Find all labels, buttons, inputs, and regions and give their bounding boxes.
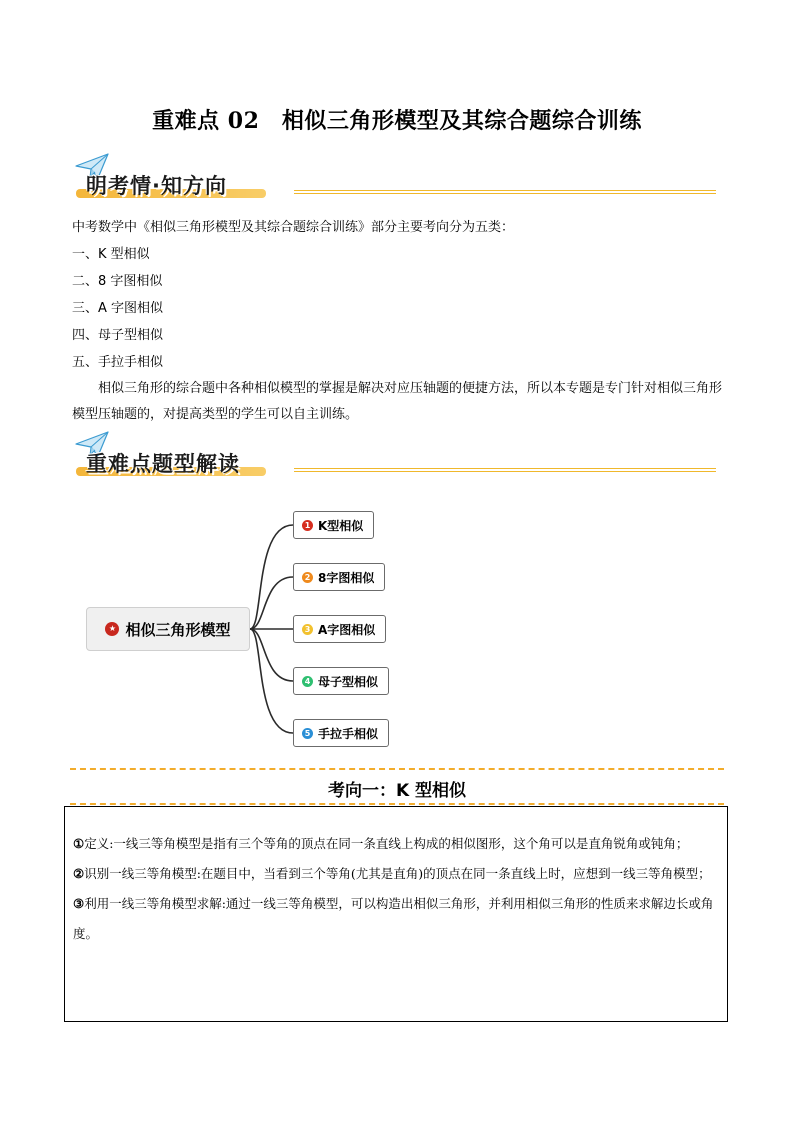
- mind-map-node-hand-in-hand: [293, 719, 389, 747]
- mind-map-node-8: [293, 563, 385, 591]
- definition-item: [73, 829, 723, 859]
- mind-map-root: [86, 607, 250, 651]
- section-body: [72, 214, 724, 428]
- divider: [294, 471, 716, 472]
- number-badge: 5: [302, 728, 313, 739]
- item-marker: ③: [73, 896, 85, 911]
- list-item: 一、K 型相似: [72, 247, 150, 262]
- node-label: A字图相似: [318, 622, 376, 637]
- mind-map-node-k: [293, 511, 374, 539]
- item-text: 利用一线三等角模型求解:通过一线三等角模型，可以构造出相似三角形，并利用相似三角形的性质来求解边长或角度。: [73, 896, 714, 941]
- page-title: 重难点 02 相似三角形模型及其综合题综合训练: [152, 108, 642, 134]
- mind-map-node-a: [293, 615, 386, 643]
- section-header-exam-info: [72, 152, 722, 212]
- definition-item: [73, 859, 723, 889]
- star-icon: ★: [105, 622, 119, 636]
- number-badge: 4: [302, 676, 313, 687]
- list-item: 二、8 字图相似: [72, 274, 163, 289]
- connector-line: [250, 629, 293, 681]
- mind-map-node-mother-child: [293, 667, 389, 695]
- divider: [294, 193, 716, 194]
- item-marker: ②: [73, 866, 85, 881]
- section-header-key-types: [72, 430, 722, 490]
- list-item: 三、A 字图相似: [72, 301, 164, 316]
- definition-text: [73, 829, 723, 949]
- connector-line: [250, 629, 293, 733]
- dashed-divider: [70, 768, 724, 770]
- definition-box: [64, 806, 728, 1022]
- intro-text: 中考数学中《相似三角形模型及其综合题综合训练》部分主要考向分为五类：: [72, 220, 515, 235]
- item-text: 识别一线三等角模型:在题目中，当看到三个等角(尤其是直角)的顶点在同一条直线上时，应想到一线三等角模型；: [84, 866, 711, 881]
- list-item: 四、母子型相似: [72, 328, 164, 343]
- item-text: 定义:一线三等角模型是指有三个等角的顶点在同一条直线上构成的相似图形，这个角可以是直角锐角或钝角；: [84, 836, 689, 851]
- root-label: 相似三角形模型: [125, 620, 231, 639]
- node-label: 8字图相似: [318, 570, 375, 585]
- node-label: 手拉手相似: [318, 726, 379, 741]
- connector-line: [250, 577, 293, 629]
- number-badge: 1: [302, 520, 313, 531]
- definition-item: [73, 889, 723, 949]
- divider: [294, 468, 716, 469]
- divider: [294, 190, 716, 191]
- connector-line: [250, 525, 293, 629]
- topic-title: 考向一：K 型相似: [327, 781, 467, 801]
- node-label: 母子型相似: [318, 674, 379, 689]
- number-badge: 3: [302, 624, 313, 635]
- node-label: K型相似: [318, 518, 364, 533]
- paragraph: 相似三角形的综合题中各种相似模型的掌握是解决对应压轴题的便捷方法，所以本专题是专门针对相似三角形模型压轴题的，对提高类型的学生可以自主训练。: [72, 381, 723, 422]
- mind-map: [86, 505, 416, 755]
- section-heading: 重难点题型解读: [86, 452, 240, 476]
- list-item: 五、手拉手相似: [72, 355, 164, 370]
- number-badge: 2: [302, 572, 313, 583]
- item-marker: ①: [73, 836, 85, 851]
- section-heading: 明考情·知方向: [86, 174, 227, 198]
- dashed-divider: [70, 803, 724, 805]
